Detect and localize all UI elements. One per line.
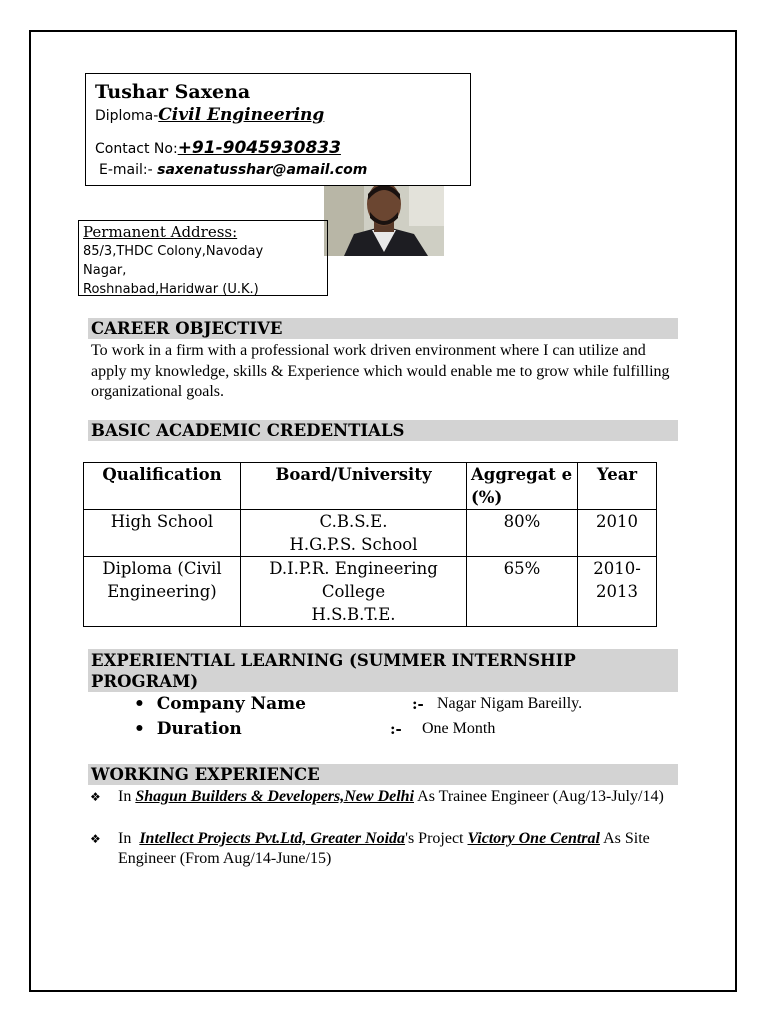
experience-role: As Trainee Engineer (Aug/13-July/14) — [414, 788, 664, 805]
cell-board-line: C.B.S.E. — [319, 512, 388, 531]
experience-role: As Site Engineer (From Aug/14-June/15) — [118, 830, 650, 867]
academic-table — [83, 462, 657, 627]
address-title: Permanent Address: — [83, 223, 238, 241]
experience-item — [90, 829, 680, 869]
col-qualification: Qualification — [84, 463, 241, 510]
experience-in: In — [118, 788, 132, 805]
email-line — [95, 160, 470, 180]
experience-item — [90, 787, 680, 807]
address-line-2: Nagar, — [83, 263, 127, 278]
table-row — [84, 557, 657, 627]
cell-board — [241, 510, 467, 557]
table-header-row — [84, 463, 657, 510]
internship-company-label: • Company Name — [134, 694, 306, 714]
company-label-text: Company Name — [156, 694, 306, 714]
career-objective-text: To work in a firm with a professional work driven environment where I can utilize and apply my knowledge, skills & Experience which would enable me to grow while fulfilling organizational goals. — [91, 342, 670, 400]
duration-separator: :- — [390, 720, 402, 738]
col-board: Board/University — [241, 463, 467, 510]
cell-year: 2010-2013 — [578, 557, 657, 627]
cell-board-line: D.I.P.R. Engineering — [269, 559, 438, 578]
profile-photo-image — [324, 186, 444, 256]
cell-board-line: College — [321, 582, 386, 601]
cell-board-line: H.G.P.S. School — [289, 535, 418, 554]
experience-company: Shagun Builders & Developers,New Delhi — [135, 788, 415, 805]
experience-heading: WORKING EXPERIENCE — [88, 764, 678, 785]
address-line-3: Roshnabad,Haridwar (U.K.) — [83, 282, 259, 297]
experience-item-text — [118, 787, 680, 807]
experience-project: Victory One Central — [467, 830, 600, 847]
internship-duration-label: • Duration — [134, 719, 242, 739]
career-objective-heading: CAREER OBJECTIVE — [88, 318, 678, 339]
col-year: Year — [578, 463, 657, 510]
diamond-bullet-icon: ❖ — [90, 790, 101, 804]
col-aggregate: Aggregat e (%) — [467, 463, 578, 510]
email-address: saxenatusshar@amail.com — [157, 162, 368, 178]
experience-company: Intellect Projects Pvt.Ltd, Greater Noida — [139, 830, 406, 847]
cell-board-line: H.S.B.T.E. — [311, 605, 396, 624]
diamond-bullet-icon: ❖ — [90, 832, 101, 846]
diploma-prefix: Diploma- — [95, 108, 159, 124]
experience-mid: 's Project — [405, 830, 468, 847]
diploma-field: Civil Engineering — [158, 105, 325, 125]
phone-number: +91-9045930833 — [177, 138, 341, 158]
address-line-1: 85/3,THDC Colony,Navoday — [83, 244, 264, 259]
contact-label: Contact No: — [95, 141, 178, 157]
diploma-line — [95, 104, 470, 127]
header-box — [85, 73, 471, 186]
company-value: Nagar Nigam Bareilly. — [437, 695, 583, 712]
contact-line — [95, 137, 470, 160]
duration-value: One Month — [422, 720, 496, 737]
company-separator: :- — [412, 695, 424, 713]
table-row — [84, 510, 657, 557]
experience-item-text — [118, 829, 680, 869]
cell-qualification: Diploma (Civil Engineering) — [84, 557, 241, 627]
candidate-name: Tushar Saxena — [95, 81, 251, 103]
address-box — [78, 220, 328, 296]
cell-aggregate: 80% — [467, 510, 578, 557]
cell-aggregate: 65% — [467, 557, 578, 627]
cell-board — [241, 557, 467, 627]
duration-label-text: Duration — [156, 719, 242, 739]
cell-qualification: High School — [84, 510, 241, 557]
email-label: E-mail:- — [99, 162, 153, 178]
profile-photo — [324, 186, 444, 256]
experience-in: In — [118, 830, 132, 847]
academic-heading: BASIC ACADEMIC CREDENTIALS — [88, 420, 678, 441]
internship-heading: EXPERIENTIAL LEARNING (SUMMER INTERNSHIP PROGRAM) — [88, 649, 678, 692]
cell-year: 2010 — [578, 510, 657, 557]
